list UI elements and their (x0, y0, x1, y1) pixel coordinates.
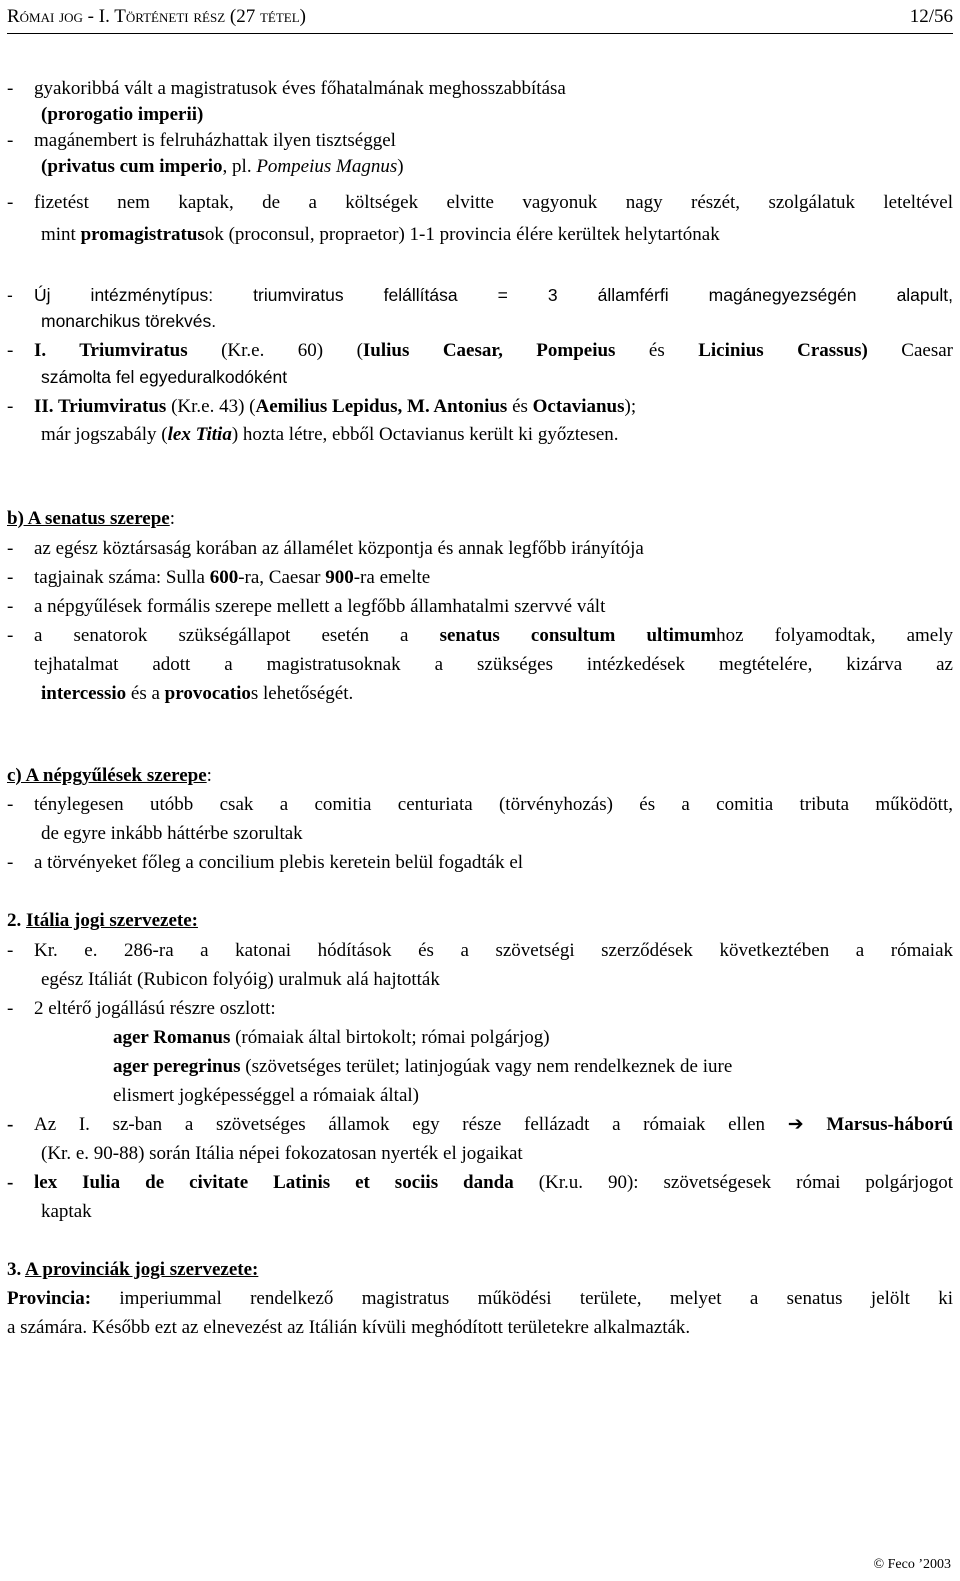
list-item: tejhatalmat adott a magistratusoknak a szükséges intézkedések megtételére, kizárva az (34, 654, 953, 675)
paragraph-line: a számára. Később ezt az elnevezést az Itálián kívüli meghódított területekre alkalmazták. (7, 1317, 691, 1338)
list-item: - Új intézménytípus: triumviratus felállítása = 3 államférfi magánegyezségén alapult, (7, 285, 953, 305)
list-item: - fizetést nem kaptak, de a költségek elvitte vagyonuk nagy részét, szolgálatuk leteltével (7, 192, 953, 213)
arrow-right-icon: ➔ (787, 1114, 804, 1135)
section-heading-nepgyulesek: c) A népgyűlések szerepe: (7, 765, 212, 786)
list-item: - lex Iulia de civitate Latinis et sociis danda (Kr.u. 90): szövetségesek római polgárjogot (7, 1172, 953, 1193)
list-item: - II. Triumviratus (Kr.e. 43) (Aemilius Lepidus, M. Antonius és Octavianus); (7, 396, 637, 417)
list-item: - az egész köztársaság korában az államélet központja és annak legfőbb irányítója (7, 538, 644, 559)
list-item: - Kr. e. 286-ra a katonai hódítások és a szövetségi szerződések következtében a rómaiak (7, 940, 953, 961)
paragraph-line: Provincia: imperiummal rendelkező magistratus működési területe, melyet a senatus jelölt ki (7, 1288, 953, 1309)
list-item: - tagjainak száma: Sulla 600-ra, Caesar 900-ra emelte (7, 567, 431, 588)
list-item: - a senatorok szükségállapot esetén a senatus consultum ultimumhoz folyamodtak, amely (7, 625, 953, 646)
list-item: - 2 eltérő jogállású részre oszlott: (7, 998, 276, 1019)
list-item: - ténylegesen utóbb csak a comitia centuriata (törvényhozás) és a comitia tributa működött, (7, 794, 953, 815)
list-item: - magánembert is felruházhattak ilyen tisztséggel (7, 130, 396, 151)
list-item: - a törvényeket főleg a concilium plebis keretein belül fogadták el (7, 852, 524, 873)
list-item: - a népgyűlések formális szerepe mellett a legfőbb államhatalmi szervvé vált (7, 596, 606, 617)
section-heading-italia: 2. Itália jogi szervezete: (7, 910, 198, 931)
footer-copyright: © Feco ’2003 (873, 1557, 951, 1572)
section-heading-senatus: b) A senatus szerepe: (7, 508, 176, 529)
page-header (7, 3, 953, 34)
page-number: 12/56 (909, 6, 953, 27)
list-item: - Az I. sz-ban a szövetséges államok egy része fellázadt a rómaiak ellen ➔ Marsus-háború (7, 1114, 954, 1135)
section-heading-provinciak: 3. A provinciák jogi szervezete: (7, 1259, 259, 1280)
list-item: - gyakoribbá vált a magistratusok éves főhatalmának meghosszabbítása (7, 78, 566, 99)
list-item: - I. Triumviratus (Kr.e. 60) (Iulius Caesar, Pompeius és Licinius Crassus) Caesar (7, 340, 953, 361)
header-title: Római jog - I. Történeti rész (27 tétel) (7, 6, 306, 27)
